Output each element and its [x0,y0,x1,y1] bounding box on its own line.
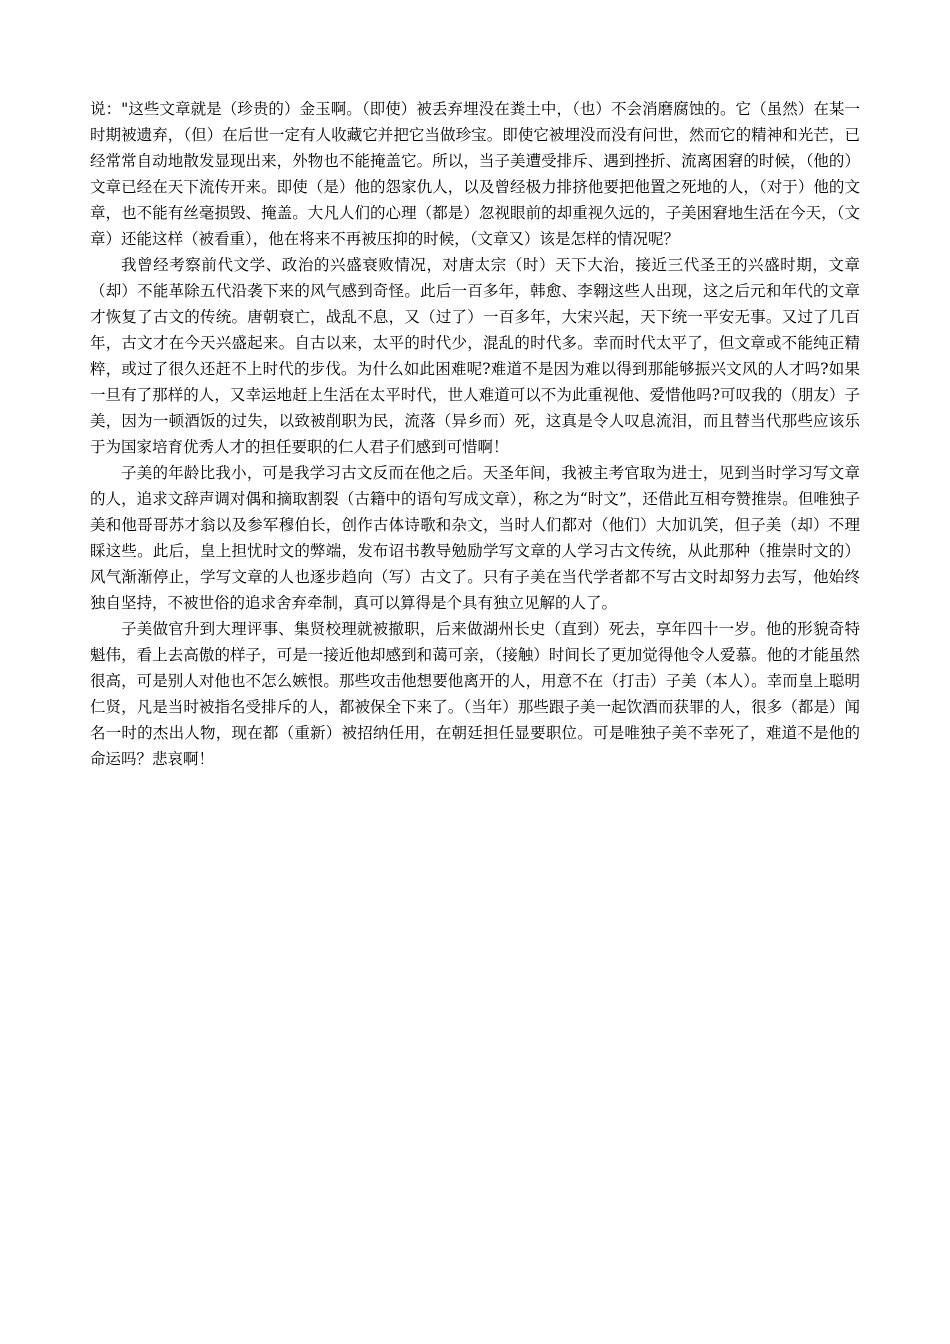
paragraph-4: 子美做官升到大理评事、集贤校理就被撤职，后来做湖州长史（直到）死去，享年四十一岁。他的形貌奇特魁伟，看上去高傲的样子，可是一接近他却感到和蔼可亲，（接触）时间长了更加觉得他令人爱慕。他的才能虽然很高，可是别人对他也不怎么嫉恨。那些攻击他想要他离开的人，用意不在（打击）子美（本人）。幸而皇上聪明仁贤，凡是当时被指名受排斥的人，都被保全下来了。（当年）那些跟子美一起饮酒而获罪的人，很多（都是）闻名一时的杰出人物，现在都（重新）被招纳任用，在朝廷担任显要职位。可是唯独子美不幸死了，难道不是他的命运吗？悲哀啊！ [90,620,860,768]
paragraph-2: 我曾经考察前代文学、政治的兴盛衰败情况，对唐太宗（时）天下大治，接近三代圣王的兴盛时期，文章（却）不能革除五代沿袭下来的风气感到奇怪。此后一百多年，韩愈、李翱这些人出现，这之后元和年代的文章才恢复了古文的传统。唐朝衰亡，战乱不息，又（过了）一百多年，大宋兴起，天下统一平安无事。又过了几百年，古文才在今天兴盛起来。自古以来，太平的时代少，混乱的时代多。幸而时代太平了，但文章或不能纯正精粹，或过了很久还赶不上时代的步伐。为什么如此困难呢?难道不是因为难以得到那能够振兴文风的人才吗?如果一旦有了那样的人，又幸运地赶上生活在太平时代，世人难道可以不为此重视他、爱惜他吗?可叹我的（朋友）子美，因为一顿酒饭的过失，以致被削职为民，流落（异乡而）死，这真是令人叹息流泪，而且替当代那些应该乐于为国家培育优秀人才的担任要职的仁人君子们感到可惜啊！ [90,256,860,456]
paragraph-3: 子美的年龄比我小，可是我学习古文反而在他之后。天圣年间，我被主考官取为进士，见到当时学习写文章的人，追求文辞声调对偶和摘取割裂（古籍中的语句写成文章），称之为“时文”，还借此互相夸赞推崇。但唯独子美和他哥哥苏才翁以及参军穆伯长，创作古体诗歌和杂文，当时人们都对（他们）大加讥笑，但子美（却）不理睬这些。此后，皇上担忧时文的弊端，发布诏书教导勉励学写文章的人学习古文传统，从此那种（推崇时文的）风气渐渐停止，学写文章的人也逐步趋向（写）古文了。只有子美在当代学者都不写古文时却努力去写，他始终独自坚持，不被世俗的追求舍弃牵制，真可以算得是个具有独立见解的人了。 [90,464,860,612]
paragraph-1: 说："这些文章就是（珍贵的）金玉啊。（即使）被丢弃埋没在粪土中，（也）不会消磨腐蚀的。它（虽然）在某一时期被遗弃，（但）在后世一定有人收藏它并把它当做珍宝。即使它被埋没而没有问世，然而它的精神和光芒，已经常常自动地散发显现出来，外物也不能掩盖它。所以，当子美遭受排斥、遇到挫折、流离困窘的时候，（他的）文章已经在天下流传开来。即使（是）他的怨家仇人，以及曾经极力排挤他要把他置之死地的人，（对于）他的文章，也不能有丝毫损毁、掩盖。大凡人们的心理（都是）忽视眼前的却重视久远的，子美困窘地生活在今天，（文章）还能这样（被看重），他在将来不再被压抑的时候，（文章又）该是怎样的情况呢？ [90,100,860,248]
document-body [90,96,860,772]
